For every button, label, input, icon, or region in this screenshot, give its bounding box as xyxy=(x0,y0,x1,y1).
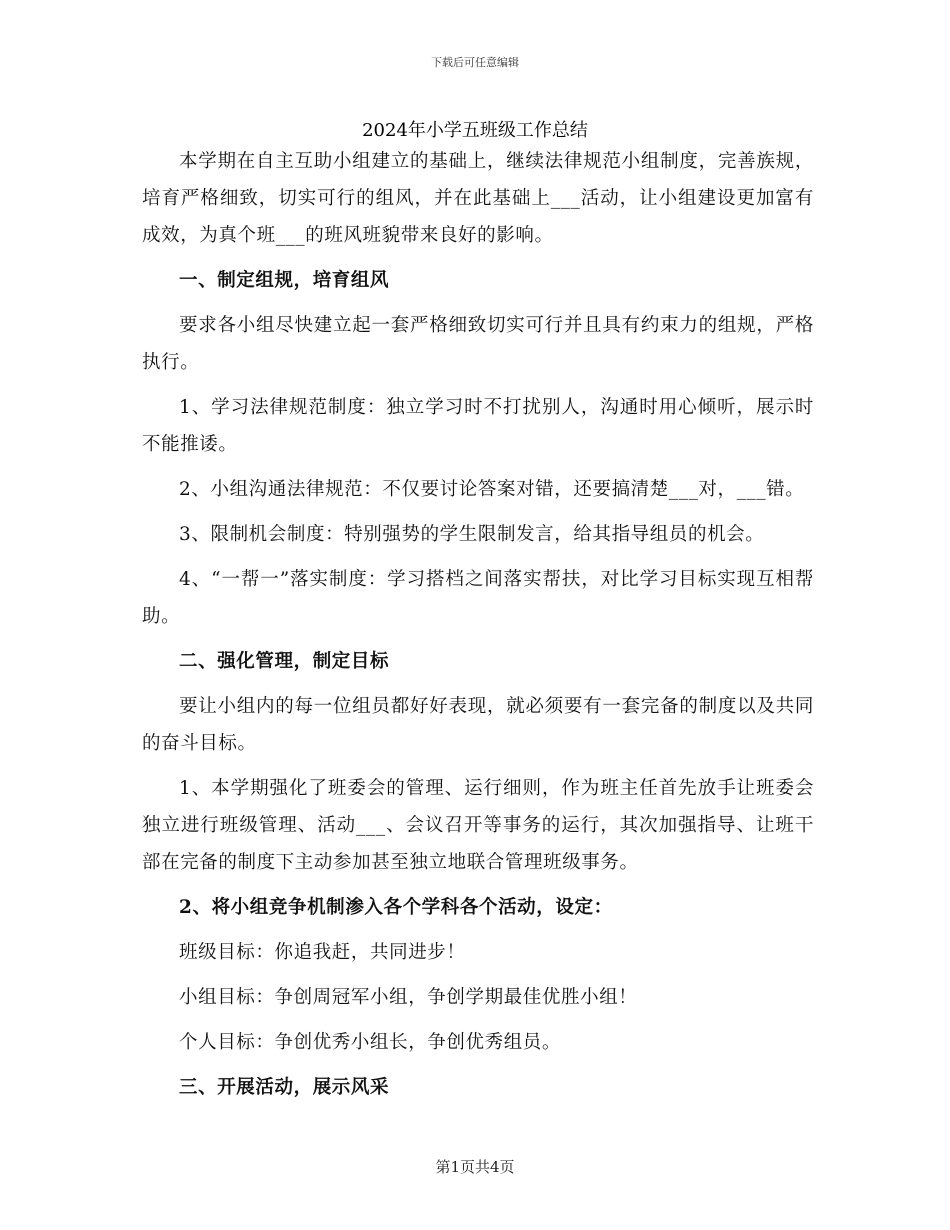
section-heading-1: 一、制定组规，培育组风 xyxy=(179,270,390,291)
list-item: 2、小组沟通法律规范：不仅要讨论答案对错，还要搞清楚___对，___错。 xyxy=(179,479,805,500)
goal-class: 班级目标：你追我赶，共同进步！ xyxy=(179,942,466,963)
page-header-note: 下载后可任意编辑 xyxy=(431,56,519,69)
list-item: 1、本学期强化了班委会的管理、运行细则，作为班主任首先放手让班委会独立进行班级管理、活动___、会议召开等事务的运行，其次加强指导、让班干部在完备的制度下主动参加甚至独立地联合管理班级事务。 xyxy=(142,778,814,873)
section-heading-3: 三、开展活动，展示风采 xyxy=(179,1077,390,1098)
goal-personal: 个人目标：争创优秀小组长，争创优秀组员。 xyxy=(179,1032,562,1053)
page-footer: 第1页共4页 xyxy=(435,1158,515,1176)
list-item: 3、限制机会制度：特别强势的学生限制发言，给其指导组员的机会。 xyxy=(179,524,765,545)
paragraph: 要让小组内的每一位组员都好好表现，就必须要有一套完备的制度以及共同的奋斗目标。 xyxy=(142,696,814,754)
document-body xyxy=(142,143,814,1106)
paragraph-intro: 本学期在自主互助小组建立的基础上，继续法律规范小组制度，完善族规，培育严格细致，切实可行的组风，并在此基础上___活动，让小组建设更加富有成效，为真个班___的班风班貌带来良好的影响。 xyxy=(142,151,814,246)
list-item-bold: 2、将小组竞争机制渗入各个学科各个活动，设定： xyxy=(179,897,613,918)
list-item: 4、“一帮一”落实制度：学习搭档之间落实帮扶，对比学习目标实现互相帮助。 xyxy=(142,569,814,627)
goal-group: 小组目标：争创周冠军小组，争创学期最佳优胜小组！ xyxy=(179,987,638,1008)
list-item: 1、学习法律规范制度：独立学习时不打扰别人，沟通时用心倾听，展示时不能推诿。 xyxy=(142,397,814,455)
paragraph: 要求各小组尽快建立起一套严格细致切实可行并且具有约束力的组规，严格执行。 xyxy=(142,315,814,373)
document-title: 2024年小学五班级工作总结 xyxy=(362,120,588,141)
section-heading-2: 二、强化管理，制定目标 xyxy=(179,651,390,672)
